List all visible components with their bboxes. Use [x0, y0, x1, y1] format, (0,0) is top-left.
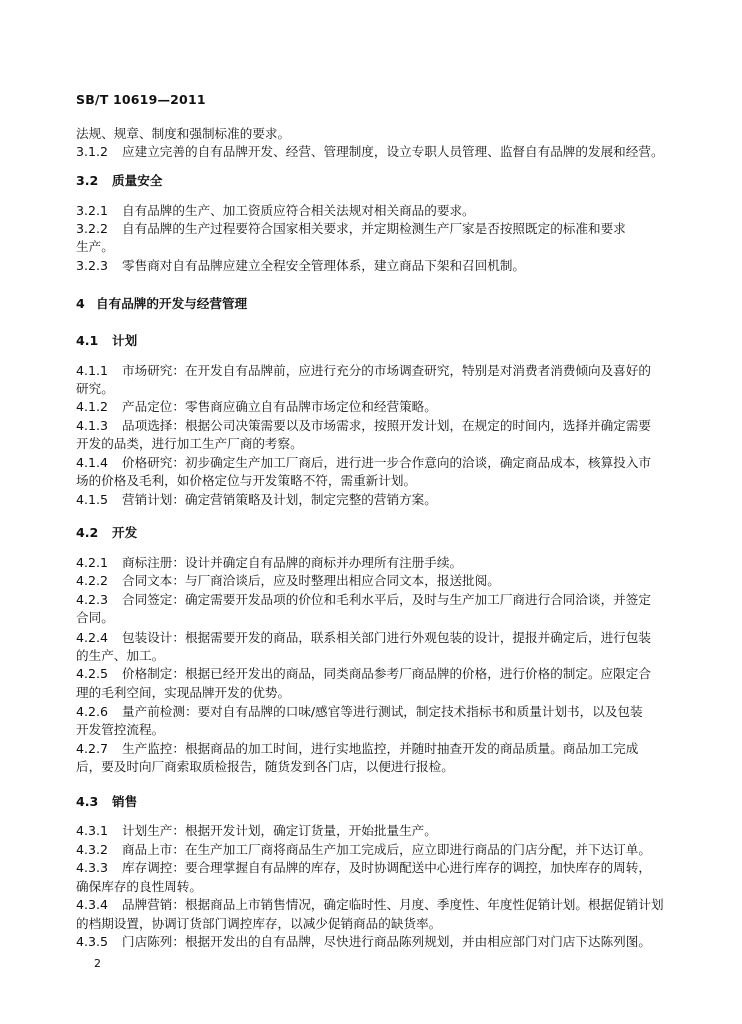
clause-4-2-4: 4.2.4 包装设计：根据需要开发的商品，联系相关部门进行外观包装的设计，提报并确定后，进行包装: [76, 630, 651, 645]
clause-4-1-5: 4.1.5 营销计划：确定营销策略及计划，制定完整的营销方案。: [76, 492, 437, 507]
section-4-3-heading: 4.3 销售: [76, 794, 138, 809]
text-line: 的生产、加工。: [76, 648, 165, 663]
clause-4-3-4: 4.3.4 品牌营销：根据商品上市销售情况，确定临时性、月度、季度性、年度性促销计划。根据促销计划: [76, 897, 664, 912]
clause-4-3-3: 4.3.3 库存调控：要合理掌握自有品牌的库存，及时协调配送中心进行库存的调控，加快库存的周转，: [76, 860, 651, 875]
clause-4-2-6: 4.2.6 量产前检测：要对自有品牌的口味/感官等进行测试，制定技术指标书和质量计划书，以及包装: [76, 704, 643, 719]
text-line: 理的毛利空间，实现品牌开发的优势。: [76, 685, 291, 700]
clause-4-1-4: 4.1.4 价格研究：初步确定生产加工厂商后，进行进一步合作意向的洽谈，确定商品成本，核算投入市: [76, 455, 651, 470]
text-line: 开发的品类，进行加工生产厂商的考察。: [76, 436, 303, 451]
clause-4-1-1: 4.1.1 市场研究：在开发自有品牌前，应进行充分的市场调查研究，特别是对消费者消费倾向及喜好的: [76, 363, 651, 378]
clause-4-2-5: 4.2.5 价格制定：根据已经开发出的商品，同类商品参考厂商品牌的价格，进行价格的制定。应限定合: [76, 666, 651, 681]
clause-3-2-1: 3.2.1 自有品牌的生产、加工资质应符合相关法规对相关商品的要求。: [76, 203, 475, 218]
clause-4-2-3: 4.2.3 合同签定：确定需要开发品项的价位和毛利水平后，及时与生产加工厂商进行合同洽谈，并签定: [76, 592, 651, 607]
clause-4-2-7: 4.2.7 生产监控：根据商品的加工时间，进行实地监控，并随时抽查开发的商品质量。商品加工完成: [76, 741, 639, 756]
clause-3-1-2: 3.1.2 应建立完善的自有品牌开发、经营、管理制度，设立专职人员管理、监督自有品牌的发展和经营。: [76, 144, 664, 159]
text-line: 开发管控流程。: [76, 722, 165, 737]
clause-3-2-3: 3.2.3 零售商对自有品牌应建立全程安全管理体系，建立商品下架和召回机制。: [76, 258, 525, 273]
text-line: 法规、规章、制度和强制标准的要求。: [76, 126, 291, 141]
clause-4-1-3: 4.1.3 品项选择：根据公司决策需要以及市场需求，按照开发计划，在规定的时间内，选择并确定需要: [76, 418, 651, 433]
clause-4-3-2: 4.3.2 商品上市：在生产加工厂商将商品生产加工完成后，应立即进行商品的门店分配，并下达订单。: [76, 842, 651, 857]
clause-4-2-1: 4.2.1 商标注册：设计并确定自有品牌的商标并办理所有注册手续。: [76, 555, 463, 570]
text-line: 场的价格及毛利，如价格定位与开发策略不符，需重新计划。: [76, 473, 417, 488]
section-4-heading: 4 自有品牌的开发与经营管理: [76, 296, 248, 311]
clause-4-3-1: 4.3.1 计划生产：根据开发计划，确定订货量，开始批量生产。: [76, 823, 437, 838]
text-line: 的档期设置，协调订货部门调控库存，以减少促销商品的缺货率。: [76, 916, 442, 931]
clause-4-3-5: 4.3.5 门店陈列：根据开发出的自有品牌，尽快进行商品陈列规划，并由相应部门对门店下达陈列图。: [76, 934, 651, 949]
section-4-1-heading: 4.1 计划: [76, 333, 138, 348]
standard-header: SB/T 10619—2011: [76, 92, 206, 107]
clause-4-2-2: 4.2.2 合同文本：与厂商洽谈后，应及时整理出相应合同文本，报送批阅。: [76, 573, 500, 588]
section-4-2-heading: 4.2 开发: [76, 525, 138, 540]
clause-3-2-2: 3.2.2 自有品牌的生产过程要符合国家相关要求，并定期检测生产厂家是否按照既定的标准和要求: [76, 221, 626, 236]
clause-4-1-2: 4.1.2 产品定位：零售商应确立自有品牌市场定位和经营策略。: [76, 399, 437, 414]
text-line: 合同。: [76, 610, 114, 625]
text-line: 后，要及时向厂商索取质检报告，随货发到各门店，以便进行报检。: [76, 759, 454, 774]
text-line: 生产。: [76, 239, 114, 254]
text-line: 研究。: [76, 381, 114, 396]
section-3-2-heading: 3.2 质量安全: [76, 173, 163, 188]
text-line: 确保库存的良性周转。: [76, 879, 202, 894]
page-number: 2: [94, 957, 101, 970]
